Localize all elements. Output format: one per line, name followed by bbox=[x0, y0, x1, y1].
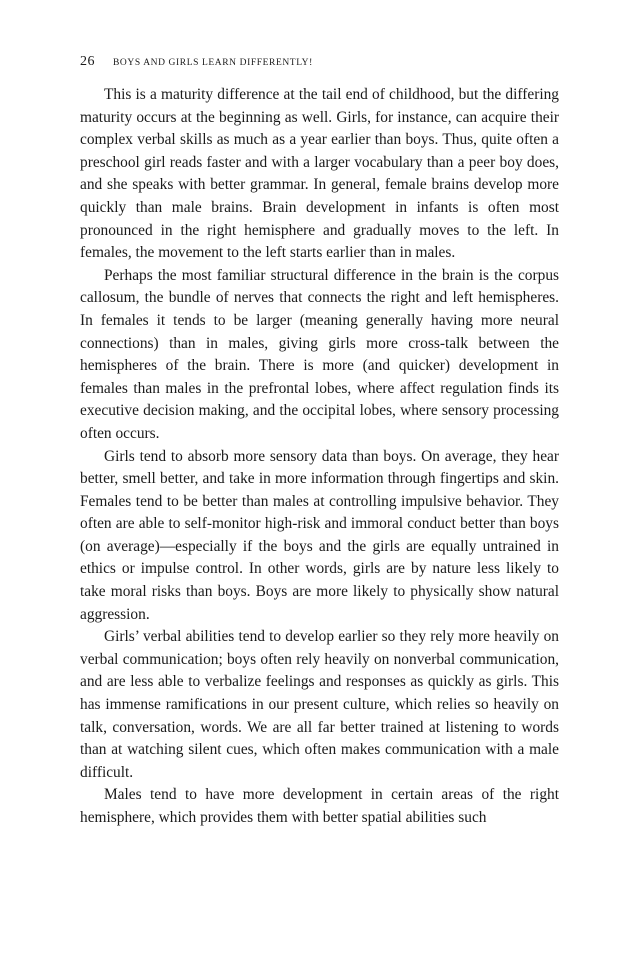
paragraph: This is a maturity difference at the tail end of childhood, but the differing maturity occurs at the beginning as well. Girls, for instance, can acquire their complex verbal skills as much as a year earlier than boys. Thus, quite often a preschool girl reads faster and with a larger vocabulary than a peer boy does, and she speaks with better grammar. In general, female brains develop more quickly than male brains. Brain development in infants is often most pronounced in the right hemisphere and gradually moves to the left. In females, the movement to the left starts earlier than in males. bbox=[80, 86, 559, 262]
paragraph: Girls’ verbal abilities tend to develop earlier so they rely more heavily on verbal communication; boys often rely heavily on nonverbal communication, and are less able to verbalize feelings and responses as quickly as girls. This has immense ramifications in our present culture, which relies so heavily on talk, conversation, words. We are all far better trained at listening to words than at watching silent cues, which often makes communication with a male difficult. bbox=[80, 628, 559, 781]
running-title: BOYS AND GIRLS LEARN DIFFERENTLY! bbox=[113, 58, 313, 68]
paragraph: Girls tend to absorb more sensory data than boys. On average, they hear better, smell better, and take in more information through fingertips and skin. Females tend to be better than males at controlling impulsive behavior. They often are able to self-monitor high-risk and immoral conduct better than boys (on average)—especially if the boys and the girls are equally untrained in ethics or impulse control. In other words, girls are by nature less likely to take moral risks than boys. Boys are more likely to physically show natural aggression. bbox=[80, 447, 559, 623]
body-text bbox=[80, 84, 559, 830]
paragraph: Perhaps the most familiar structural difference in the brain is the corpus callosum, the bundle of nerves that connects the right and left hemispheres. In females it tends to be larger (meaning generally having more neural connections) than in males, giving girls more cross-talk between the hemispheres of the brain. There is more (and quicker) development in females than males in the prefrontal lobes, where affect regulation finds its executive decision making, and the occipital lobes, where sensory processing often occurs. bbox=[80, 266, 559, 442]
paragraph: Males tend to have more development in certain areas of the right hemisphere, which provides them with better spatial abilities such bbox=[80, 786, 559, 826]
page-number: 26 bbox=[80, 54, 95, 69]
running-header bbox=[80, 52, 313, 70]
